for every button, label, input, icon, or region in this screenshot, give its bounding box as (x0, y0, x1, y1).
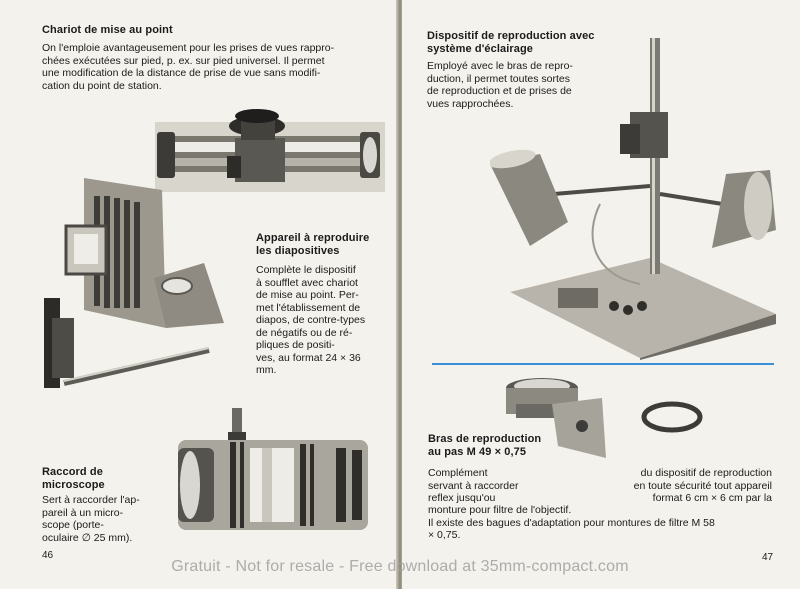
title-line: les diapositives (256, 245, 340, 257)
text-line: diapos, de contre-types (256, 314, 366, 326)
text-line: de négatifs ou de ré- (256, 326, 353, 339)
text-line: duction, il permet toutes sortes (427, 72, 570, 85)
text-line: en toute sécurité tout appareil (633, 479, 772, 492)
adapter-ring-illustration (640, 400, 704, 434)
text-line: une modification de la distance de prise de vue sans modifi- (42, 67, 321, 79)
title-line: au pas M 49 × 0,75 (428, 446, 527, 458)
appareil-text (256, 264, 396, 377)
bras-title (428, 433, 541, 459)
raccord-title (42, 466, 105, 492)
title-line: microscope (42, 479, 105, 491)
text-line: Sert à raccorder l'ap- (42, 494, 140, 506)
blue-divider-line (432, 363, 774, 365)
copy-stand-illustration (490, 34, 780, 360)
title-line: Appareil à reproduire (256, 232, 370, 244)
text-line: ves, au format 24 × 36 (256, 351, 361, 364)
chariot-text (42, 42, 382, 92)
page-number-left: 46 (42, 550, 54, 561)
text-line: met l'établissement de (256, 301, 361, 314)
text-line: chées exécutées sur pied, p. ex. sur pied universel. Il permet (42, 54, 325, 67)
appareil-title (256, 232, 369, 258)
text-line: monture pour filtre de l'objectif. (428, 504, 572, 516)
text-line: scope (porte- (42, 519, 104, 531)
title-line: Raccord de (42, 466, 103, 478)
title-line: Dispositif de reproduction avec (427, 30, 595, 42)
text-line: mm. (256, 364, 277, 376)
text-line: de reproduction et de prises de (427, 85, 572, 97)
text-line: pareil à un micro- (42, 506, 124, 519)
left-page (0, 0, 398, 589)
text-line: servant à raccorder (428, 479, 519, 492)
text-line: vues rapprochées. (427, 97, 514, 110)
page-number-right: 47 (762, 552, 774, 563)
text-line: reflex jusqu'ou (428, 492, 496, 504)
text-line: à soufflet avec chariot (256, 276, 358, 289)
title-line: Bras de reproduction (428, 433, 542, 445)
title-line: système d'éclairage (427, 43, 534, 55)
watermark: Gratuit - Not for resale - Free download at 35mm-compact.com (171, 558, 629, 575)
text-line: On l'emploie avantageusement pour les prises de vues rappro- (42, 42, 335, 54)
text-line: format 6 cm × 6 cm par la (652, 492, 772, 504)
raccord-text (42, 494, 172, 544)
text-line: Employé avec le bras de repro- (427, 60, 573, 72)
text-line: × 0,75. (428, 529, 461, 541)
chariot-title: Chariot de mise au point (42, 24, 173, 36)
right-page (402, 0, 800, 589)
text-line: pliques de positi- (256, 339, 335, 351)
text-line: Il existe des bagues d'adaptation pour montures de filtre M 58 (428, 516, 715, 529)
microscope-adapter-illustration (170, 404, 380, 539)
bras-text-bottom (428, 504, 778, 542)
bras-text-right (602, 467, 772, 505)
text-line: du dispositif de reproduction (640, 467, 772, 479)
text-line: de mise au point. Per- (256, 289, 359, 301)
text-line: Complète le dispositif (256, 264, 356, 276)
text-line: cation du point de station. (42, 79, 162, 92)
text-line: Complément (428, 467, 488, 479)
bras-text-left (428, 467, 598, 505)
slide-copier-illustration (44, 178, 244, 398)
text-line: oculaire ∅ 25 mm). (42, 531, 133, 544)
